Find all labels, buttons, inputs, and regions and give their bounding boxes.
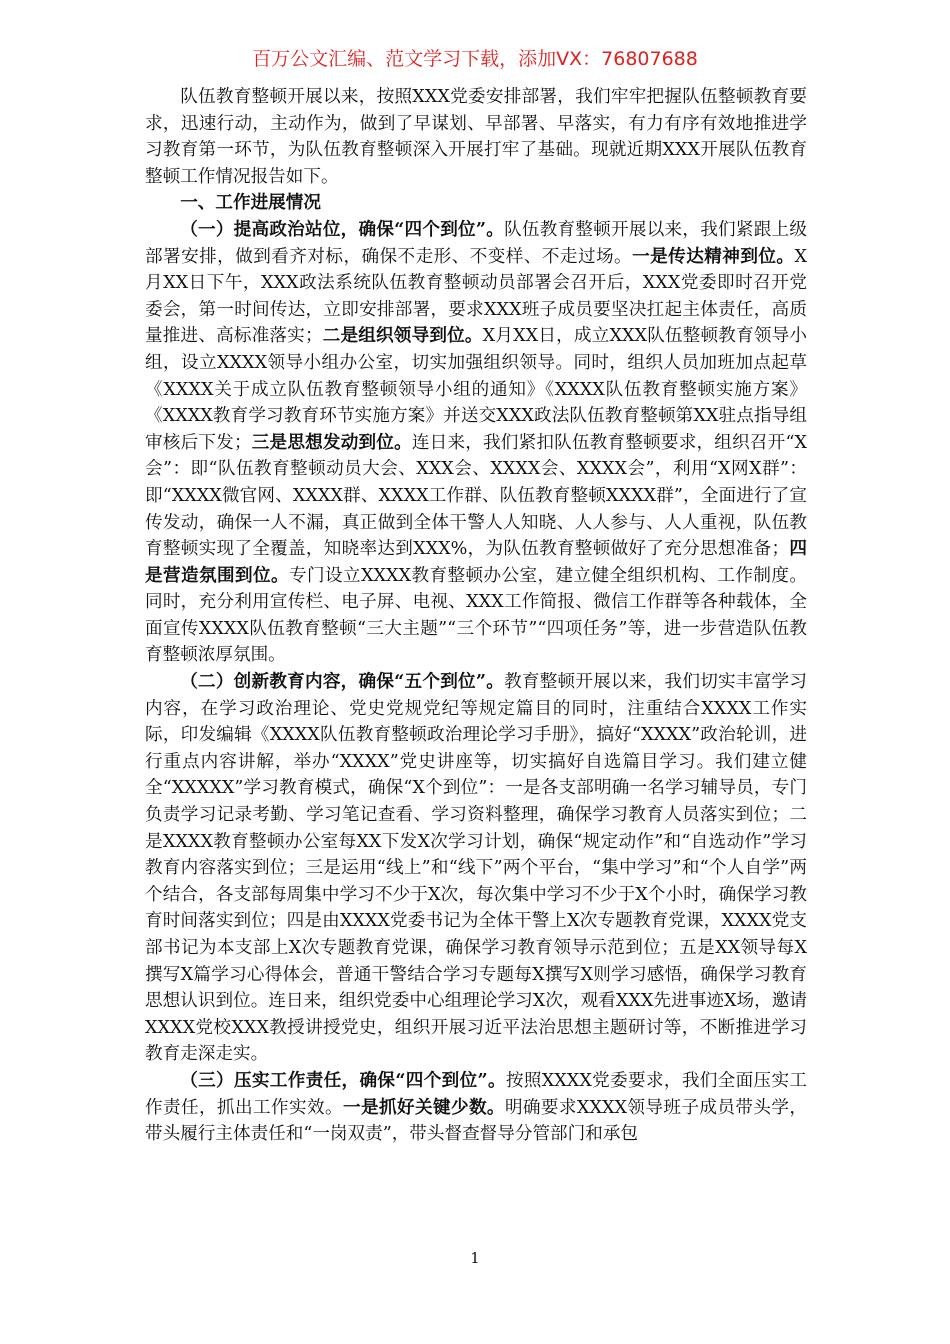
item1-text-5: 专门设立XXXX教育整顿办公室，建立健全组织机构、工作制度。同时，充分利用宣传栏、电子屏、电视、XXX工作简报、微信工作群等各种载体，全面宣传XXXX队伍教育整顿“三大主题”“三个环节”“四项任务”等，进一步营造队伍教育整顿浓厚氛围。 bbox=[145, 565, 807, 666]
item3-text-2: 明确要求XXXX领导班子成员带头学，带头履行主体责任和“一岗双责”，带头督查督导分管部门和承包 bbox=[145, 1097, 807, 1145]
item3-text-1: 按照XXXX党委要求，我们全面压实工作责任，抓出工作实效。 bbox=[145, 1070, 807, 1118]
item3-paragraph bbox=[145, 1068, 807, 1148]
page-number: 1 bbox=[470, 1249, 480, 1267]
item2-text: 教育整顿开展以来，我们切实丰富学习内容，在学习政治理论、党史党规党纪等规定篇目的同时，注重结合XXXX工作实际，印发编辑《XXXX队伍教育整顿政治理论学习手册》，搞好“XXXX”政治轮训，进行重点内容讲解，举办“XXXX”党史讲座等，切实搞好自选篇目学习。我们建立健全“XXXXX”学习教育模式，确保“X个到位”：一是各支部明确一名学习辅导员，专门负责学习记录考勤、学习笔记查看、学习资料整理，确保学习教育人员落实到位；二是XXXX教育整顿办公室每XX下发X次学习计划，确保“规定动作”和“自选动作”学习教育内容落实到位；三是运用“线上”和“线下”两个平台，“集中学习”和“个人自学”两个结合，各支部每周集中学习不少于X次，每次集中学习不少于X个小时，确保学习教育时间落实到位；四是由XXXX党委书记为全体干警上X次专题教育党课，XXXX党支部书记为本支部上X次专题教育党课，确保学习教育领导示范到位；五是XX领导每X撰写X篇学习心得体会，普通干警结合学习专题每X撰写X则学习感悟，确保学习教育思想认识到位。连日来，组织党委中心组理论学习X次，观看XXX先进事迹X场，邀请XXXX党校XXX教授讲授党史，组织开展习近平法治思想主题研讨等，不断推进学习教育走深走实。 bbox=[145, 672, 807, 1065]
item3-bold-1: 一是抓好关键少数。 bbox=[342, 1096, 505, 1118]
item3-heading: （三）压实工作责任，确保“四个到位”。 bbox=[180, 1069, 506, 1091]
watermark-header: 百万公文汇编、范文学习下载，添加VX：76807688 bbox=[252, 48, 698, 70]
item1-text-3: X月XX日，成立XXX队伍整顿教育领导小组，设立XXXX领导小组办公室，切实加强组织领导。同时，组织人员加班加点起草《XXXX关于成立队伍教育整顿领导小组的通知》《XXXX队伍教育整顿实施方案》《XXXX教育学习教育环节实施方案》并送交XXX政法队伍教育整顿第XX驻点指导组审核后下发； bbox=[145, 326, 807, 453]
intro-paragraph: 队伍教育整顿开展以来，按照XXX党委安排部署，我们牢牢把握队伍整顿教育要求，迅速行动，主动作为，做到了早谋划、早部署、早落实，有力有序有效地推进学习教育第一环节，为队伍教育整顿深入开展打牢了基础。现就近期XXX开展队伍教育整顿工作情况报告如下。 bbox=[145, 87, 807, 187]
item1-text-1: 队伍教育整顿开展以来，我们紧跟上级部署安排，做到看齐对标，确保不走形、不变样、不走过场。 bbox=[145, 219, 807, 267]
item1-bold-2: 二是组织领导到位。 bbox=[322, 325, 483, 347]
item1-bold-1: 一是传达精神到位。 bbox=[632, 245, 795, 267]
item2-heading: （二）创新教育内容，确保“五个到位”。 bbox=[180, 671, 505, 693]
section-heading: 一、工作进展情况 bbox=[180, 192, 321, 214]
item1-paragraph bbox=[145, 217, 807, 669]
item2-paragraph bbox=[145, 669, 807, 1068]
item1-text-4: 连日来，我们紧扣队伍教育整顿要求，组织召开“X会”：即“队伍教育整顿动员大会、XXX会、XXXX会、XXXX会”，利用“X网X群”：即“XXXX微官网、XXXX群、XXXX工作群、队伍教育整顿XXXX群”，全面进行了宣传发动，确保一人不漏，真正做到全体干警人人知晓、人人参与、人人重视，队伍教育整顿实现了全覆盖，知晓率达到XXX%，为队伍教育整顿做好了充分思想准备； bbox=[145, 432, 807, 560]
item1-text-2: X月XX日下午，XXX政法系统队伍教育整顿动员部署会召开后，XXX党委即时召开党委会，第一时间传达，立即安排部署，要求XXX班子成员要坚决扛起主体责任，高质量推进、高标准落实； bbox=[145, 246, 807, 347]
item1-heading: （一）提高政治站位，确保“四个到位”。 bbox=[180, 218, 505, 240]
document-body bbox=[145, 84, 807, 1148]
item1-bold-4: 四是营造氛围到位。 bbox=[145, 538, 807, 586]
item1-bold-3: 三是思想发动到位。 bbox=[251, 431, 412, 453]
